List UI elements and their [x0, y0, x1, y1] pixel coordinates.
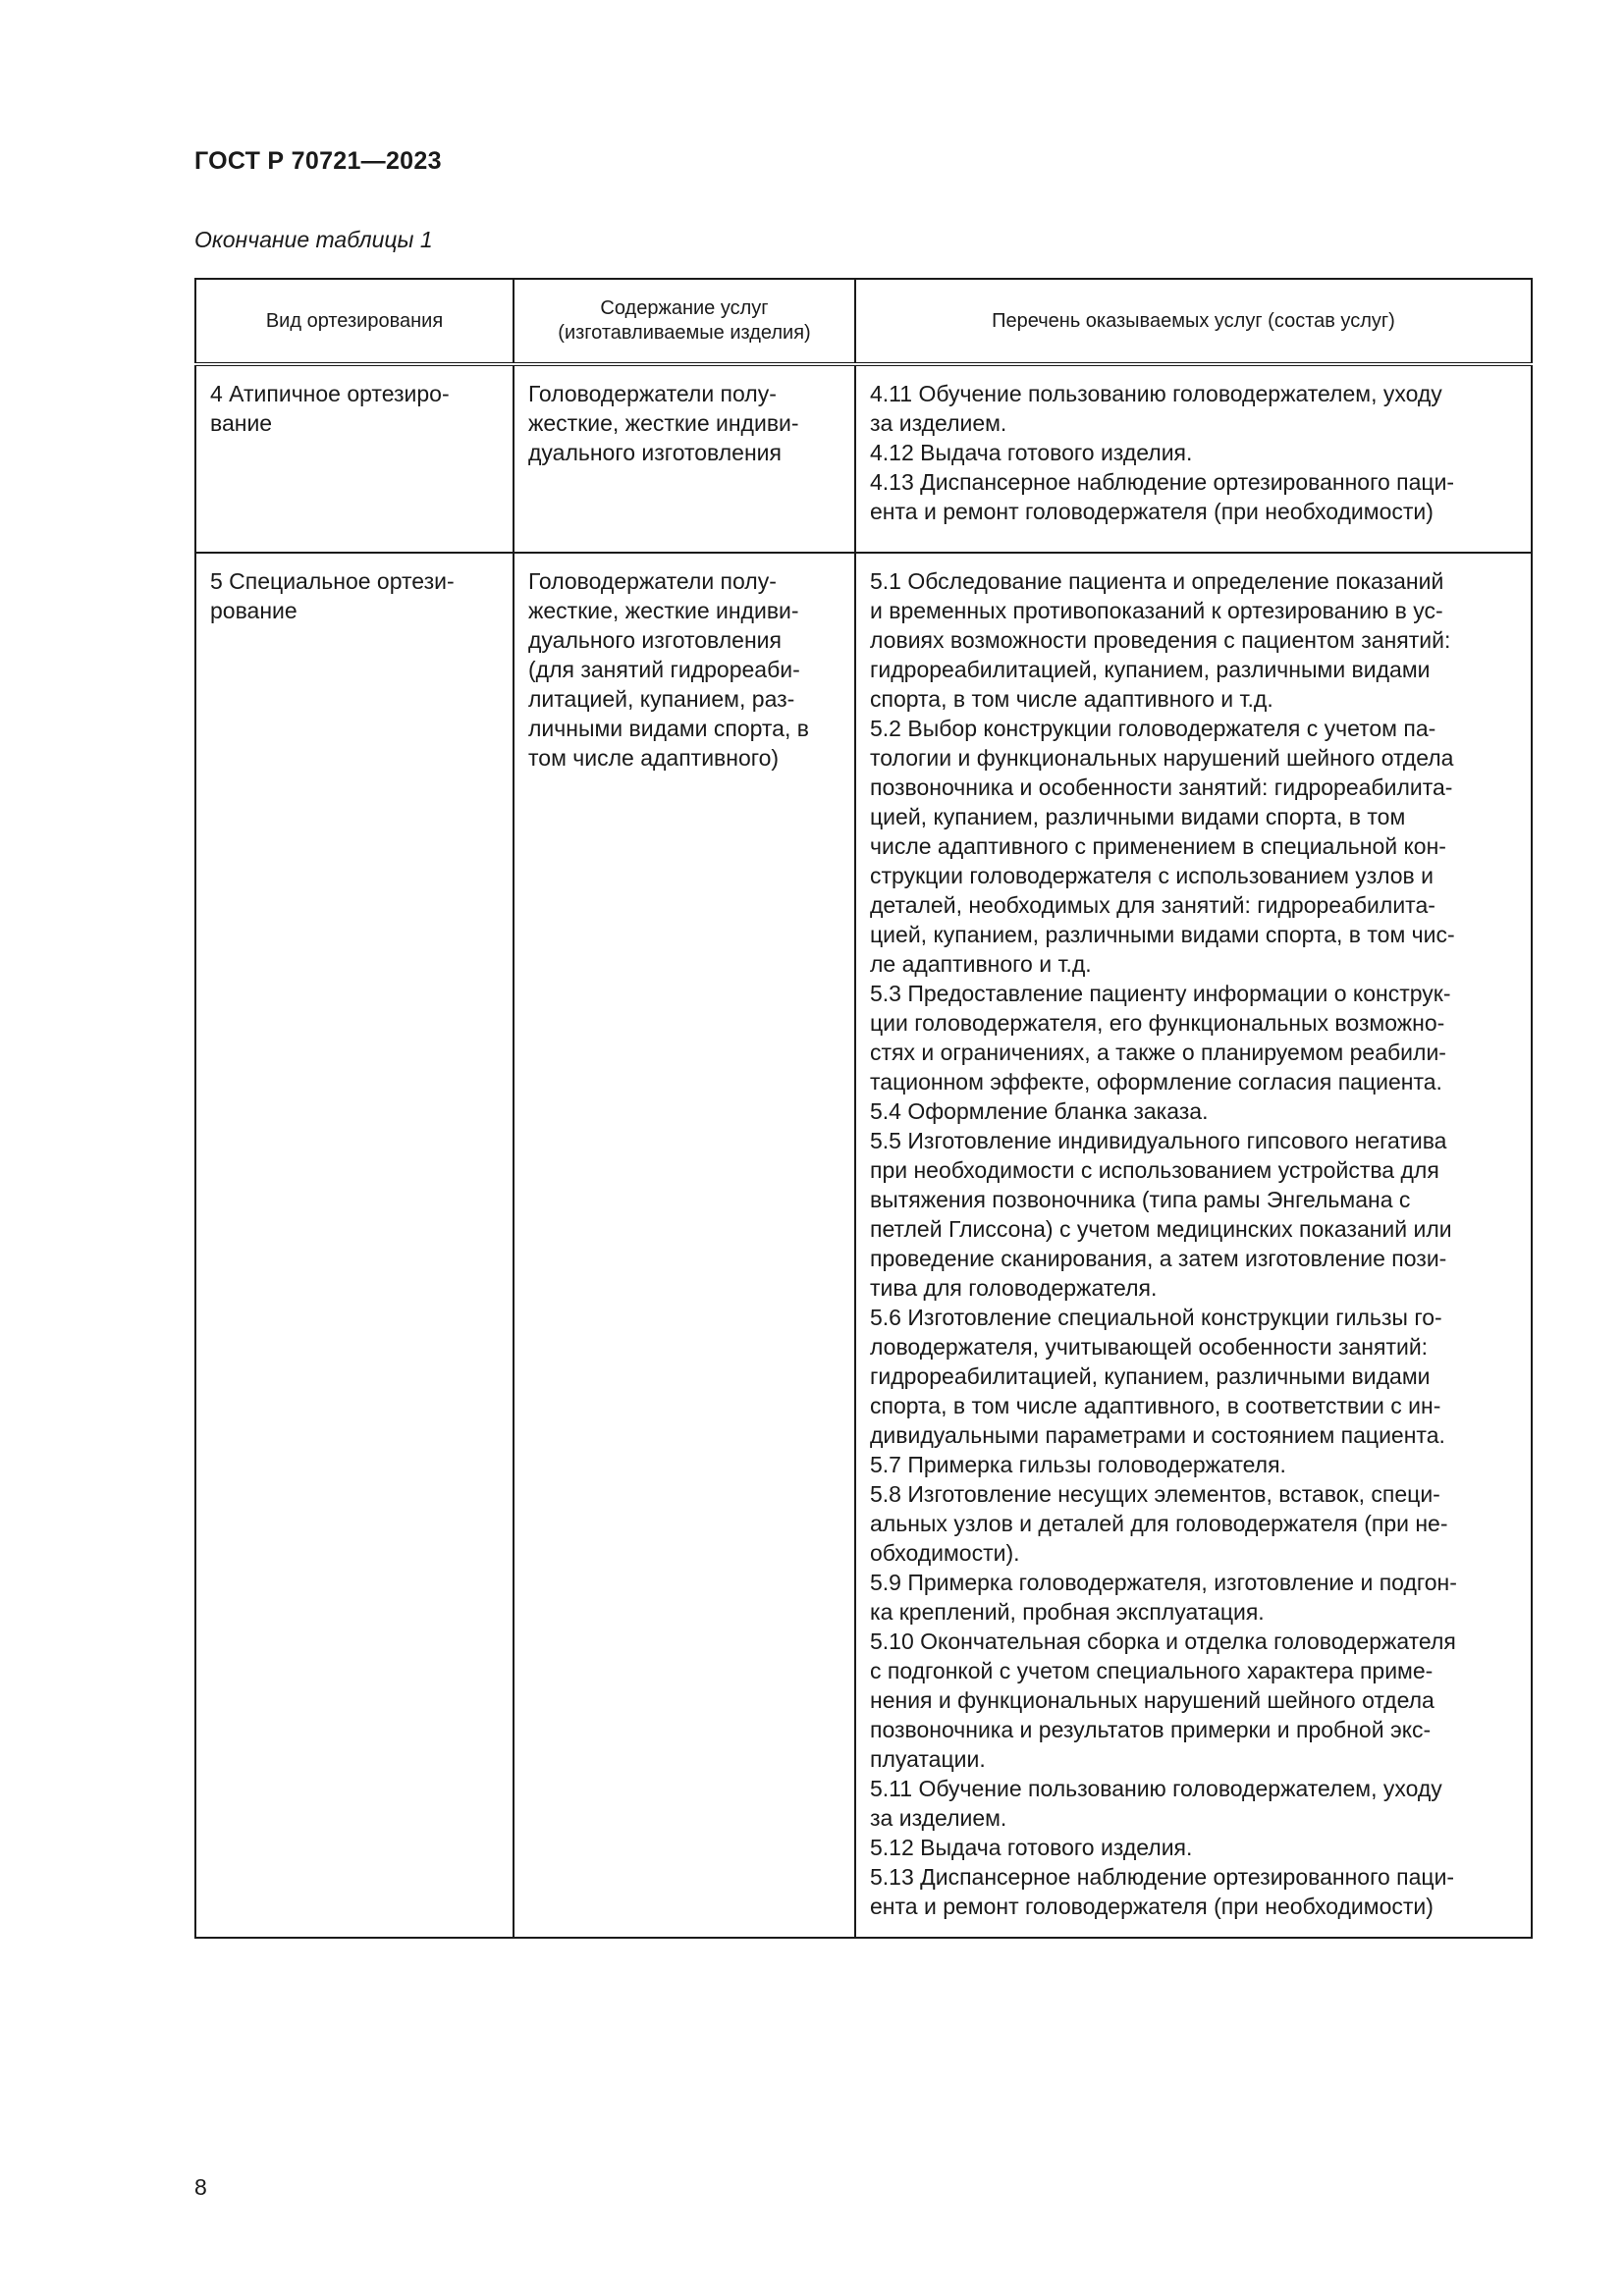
column-header-content: Содержание услуг (изготавливаемые изделия): [514, 279, 855, 364]
cell-orthosis-type: 5 Специальное ортези- рование: [195, 553, 514, 1938]
table-row: [195, 553, 1532, 1938]
column-header-services: Перечень оказываемых услуг (состав услуг): [855, 279, 1532, 364]
page-number: 8: [194, 2174, 207, 2200]
cell-services-list: 4.11 Обучение пользованию головодержателем, уходу за изделием. 4.12 Выдача готового изделия. 4.13 Диспансерное наблюдение ортезированного паци- ента и ремонт головодержателя (при необходимости): [855, 364, 1532, 553]
cell-service-content: Головодержатели полу- жесткие, жесткие индиви- дуального изготовления (для занятий гидрореаби- литацией, купанием, раз- личными видами спорта, в том числе адаптивного): [514, 553, 855, 1938]
document-header: ГОСТ Р 70721—2023: [194, 147, 442, 175]
cell-orthosis-type: 4 Атипичное ортезиро- вание: [195, 364, 514, 553]
cell-services-list: 5.1 Обследование пациента и определение показаний и временных противопоказаний к ортезированию в ус- ловиях возможности проведения с пациентом занятий: гидрореабилитацией, купанием, различными видами спорта, в том числе адаптивного и т.д. 5.2 Выбор конструкции головодержателя с учетом па- тологии и функциональных нарушений шейного отдела позвоночника и особенности занятий: гидрореабилита- цией, купанием, различными видами спорта, в том числе адаптивного с применением в специальной кон- струкции головодержателя с использованием узлов и деталей, необходимых для занятий: гидрореабилита- цией, купанием, различными видами спорта, в том чис- ле адаптивного и т.д. 5.3 Предоставление пациенту информации о конструк- ции головодержателя, его функциональных возможно- стях и ограничениях, а также о планируемом реабили- тационном эффекте, оформление согласия пациента. 5.4 Оформление бланка заказа. 5.5 Изготовление индивидуального гипсового негатива при необходимости с использованием устройства для вытяжения позвоночника (типа рамы Энгельмана с петлей Глиссона) с учетом медицинских показаний или проведение сканирования, а затем изготовление пози- тива для головодержателя. 5.6 Изготовление специальной конструкции гильзы го- ловодержателя, учитывающей особенности занятий: гидрореабилитацией, купанием, различными видами спорта, в том числе адаптивного, в соответствии с ин- дивидуальными параметрами и состоянием пациента. 5.7 Примерка гильзы головодержателя. 5.8 Изготовление несущих элементов, вставок, специ- альных узлов и деталей для головодержателя (при не- обходимости). 5.9 Примерка головодержателя, изготовление и подгон- ка креплений, пробная эксплуатация. 5.10 Окончательная сборка и отделка головодержателя с подгонкой с учетом специального характера приме- нения и функциональных нарушений шейного отдела позвоночника и результатов примерки и пробной экс- плуатации. 5.11 Обучение пользованию головодержателем, уходу за изделием. 5.12 Выдача готового изделия. 5.13 Диспансерное наблюдение ортезированного паци- ента и ремонт головодержателя (при необходимости): [855, 553, 1532, 1938]
column-header-type: Вид ортезирования: [195, 279, 514, 364]
cell-service-content: Головодержатели полу- жесткие, жесткие индиви- дуального изготовления: [514, 364, 855, 553]
table-row: [195, 364, 1532, 553]
table-header-row: [195, 279, 1532, 364]
table-caption: Окончание таблицы 1: [194, 227, 433, 252]
services-table: [194, 278, 1533, 1939]
